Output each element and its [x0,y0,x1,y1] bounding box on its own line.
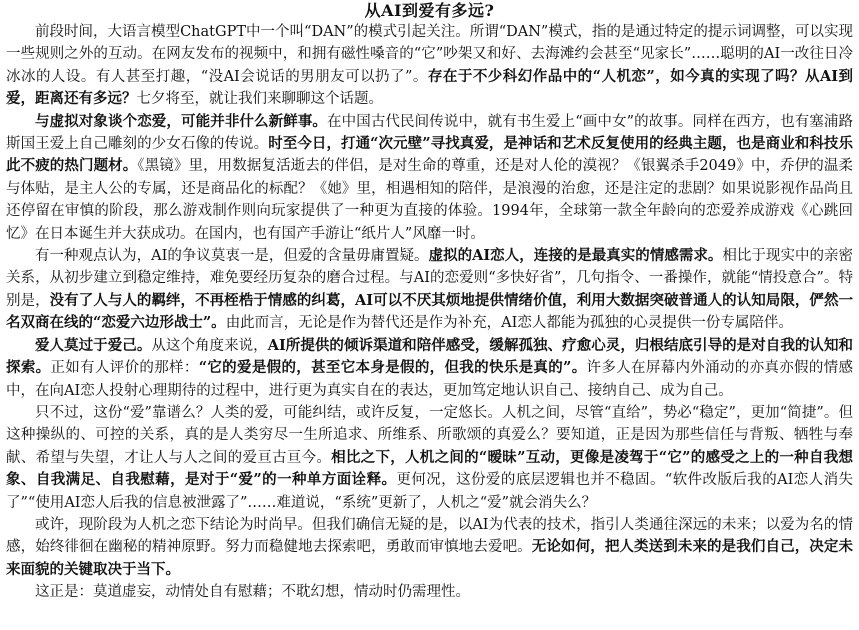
bold-text-segment: “它的爱是假的，甚至它本身是假的，但我的快乐是真的”。 [198,359,587,377]
bold-text-segment: 虚拟的AI恋人，连接的是最真实的情感需求。 [428,247,723,265]
text-segment: 许多人在屏幕内外涌动的亦真亦假的情感中，在向AI恋人投射心理期待的过程中，进行更为真实自在的表达，更加笃定地认识自己、接纳自己、成为自己。 [6,360,854,399]
article-body [6,21,853,604]
bold-text-segment: 存在于不少科幻作品中的“人机恋”，如今真的实现了吗？从AI到爱，距离还有多远？ [6,67,853,108]
text-segment: 或许，现阶段为人机之恋下结论为时尚早。但我们确信无疑的是，以AI为代表的技术，指引人类通往深远的未来；以爱为名的情感，始终徘徊在幽秘的精神原野。努力而稳健地去探索吧，勇敢而审慎地去爱吧。 [6,516,853,556]
text-segment: 只不过，这份“爱”靠谱么？人类的爱，可能纠结，或许反复，一定悠长。人机之间，尽管“直给”，势必“稳定”，更加“简捷”。但这种操纵的、可控的关系，真的是人类穷尽一生所追求、所维系、所歌颂的真爱么？要知道，正是因为那些信任与背叛、牺牲与奉献、希望与失望，才让人与人之间的爱亘古亘今。 [6,404,853,466]
article-paragraph [6,245,853,335]
text-segment: 在中国古代民间传说中，就有书生爱上“画中女”的故事。同样在西方，也有塞浦路斯国王爱上自己雕刻的少女石像的传说。 [6,113,854,153]
bold-text-segment: AI所提供的倾诉渠道和陪伴感受，缓解孤独、疗愈心灵，归根结底引导的是对自我的认知和探索。 [6,336,853,377]
text-segment: 七夕将至，就让我们来聊聊这个话题。 [136,91,383,108]
text-segment: 更何况，这份爱的底层逻辑也并不稳固。“软件改版后我的AI恋人消失了”“使用AI恋人后我的信息被泄露了”……难道说，“系统”更新了，人机之“爱”就会消失么？ [6,472,853,511]
article-paragraph [6,514,853,581]
text-segment: 前段时间，大语言模型ChatGPT中一个叫“DAN”的模式引起关注。所谓“DAN”模式，指的是通过特定的提示词调整，可以实现一些规则之外的互动。在网友发布的视频中，和拥有磁性嗓音的“它”吵架又和好、去海滩约会甚至“见家长”……聪明的AI一改往日冷冰冰的人设。有人甚至打趣，“没AI会说话的男朋友可以扔了”。 [6,24,853,85]
article-paragraph [6,402,853,514]
bold-text-segment: 时至今日，打通“次元壁”寻找真爱，是神话和艺术反复使用的经典主题，也是商业和科技乐此不疲的热门题材。 [6,135,853,175]
bold-text-segment: 与虚拟对象谈个恋爱，可能并非什么新鲜事。 [35,112,328,130]
article-paragraph [6,111,853,245]
text-segment: 正如有人评价的那样： [50,360,199,377]
text-segment: 从这个角度来说， [151,337,268,354]
bold-text-segment: 爱人莫过于爱己。 [35,336,152,354]
article-paragraph [6,335,853,402]
text-segment: 《黑镜》里，用数据复活逝去的伴侣，是对生命的尊重，还是对人伦的漠视？《银翼杀手2049》中，乔伊的温柔与体贴，是主人公的专属，还是商品化的标配？《她》里，相遇相知的陪伴，是浪漫的治愈，还是注定的悲剧？如果说影视作品尚且还停留在审慎的阶段，那么游戏制作则向玩家提供了一种更为直接的体验。1994年，全球第一款全年龄向的恋爱养成游戏《心跳回忆》在日本诞生并大获成功。在国内，也有国产手游让“纸片人”风靡一时。 [6,158,853,242]
article-paragraph [6,581,853,603]
bold-text-segment: 无论如何，把人类送到未来的是我们自己，决定未来面貌的关键取决于当下。 [6,538,854,578]
bold-text-segment: 相比之下，人机之间的“暧昧”互动，更像是凌驾于“它”的感受之上的一种自我想象、自我满足、自我慰藉，是对于“爱”的一种单方面诠释。 [6,448,854,489]
text-segment: 有一种观点认为，AI的争议莫衷一是，但爱的含量毋庸置疑。 [35,248,429,265]
text-segment: 这正是：莫道虚妄，动情处自有慰藉；不耽幻想，情动时仍需理性。 [35,584,470,601]
text-segment: 由此而言，无论是作为替代还是作为补充，AI恋人都能为孤独的心灵提供一份专属陪伴。 [225,315,793,332]
article-paragraph [6,21,853,111]
text-segment: 相比于现实中的亲密关系，从初步建立到稳定维持，难免要经历复杂的磨合过程。与AI的恋爱则“多快好省”，几句指令、一番操作，就能“情投意合”。特别是， [6,248,854,309]
article-title: 从AI到爱有多远? [364,1,495,20]
bold-text-segment: 没有了人与人的羁绊，不再桎梏于情感的纠葛，AI可以不厌其烦地提供情绪价值，利用大数据突破普通人的认知局限，俨然一名双商在线的“恋爱六边形战士”。 [6,291,854,332]
